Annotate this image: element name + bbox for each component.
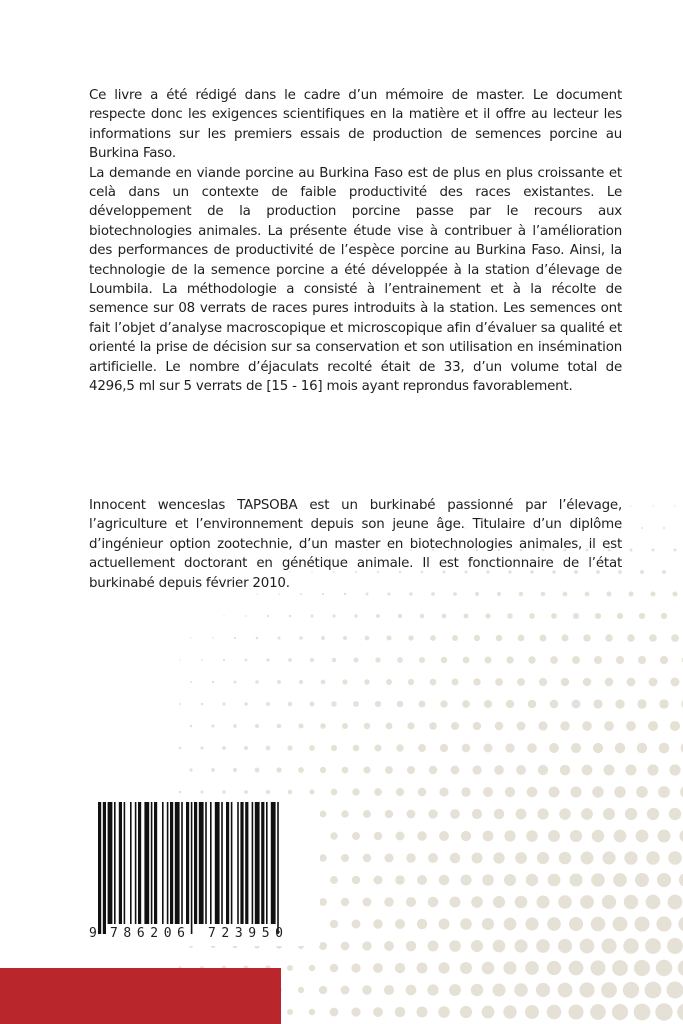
- barcode-lead-digit: 9: [89, 926, 97, 941]
- barcode-right-digits: 723950: [208, 926, 289, 941]
- summary-paragraph-2: La demande en viande porcine au Burkina Faso est de plus en plus croissante et celà dans un contexte de faible productivité des races existantes. Le développement de la production porcine passe par le recours aux biotechnologies animales. La présente étude vise à contribuer à l’amélioration des performances de productivité de l’espèce porcine au Burkina Faso. Ainsi, la technologie de la semence porcine a été développée à la station d’élevage de Loumbila. La méthodologie a consisté à l’entrainement et à la récolte de semence sur 08 verrats de races pures introduits à la station. Les semences ont fait l’objet d’analyse macroscopique et microscopique afin d’évaluer sa qualité et orienté la prise de décision sur sa conservation et son utilisation en insémination artificielle. Le nombre d’éjaculats recolté était de 33, d’un volume total de 4296,5 ml sur 5 verrats de [15 - 16] mois ayant reprondus favorablement.: [89, 165, 622, 395]
- book-summary: [89, 86, 622, 397]
- author-bio: [89, 496, 622, 593]
- author-bio-text: Innocent wenceslas TAPSOBA est un burkinabé passionné par l’élevage, l’agriculture et l’environnement depuis son jeune âge. Titulaire d’un diplôme d’ingénieur option zootechnie, d’un master en biotechnologies animales, il est actuellement doctorant en génétique animale. Il est fonctionnaire de l’état burkinabé depuis février 2010.: [89, 498, 622, 591]
- barcode-graphic: [86, 796, 320, 946]
- accent-red-bar: [0, 968, 281, 1024]
- barcode-left-digits: 786206: [110, 926, 191, 941]
- summary-paragraph-1: Ce livre a été rédigé dans le cadre d’un mémoire de master. Le document respecte donc les exigences scientifiques en la matière et il offre au lecteur les informations sur les premiers essais de production de semences porcine au Burkina Faso.: [89, 88, 622, 162]
- isbn-barcode: [86, 796, 320, 946]
